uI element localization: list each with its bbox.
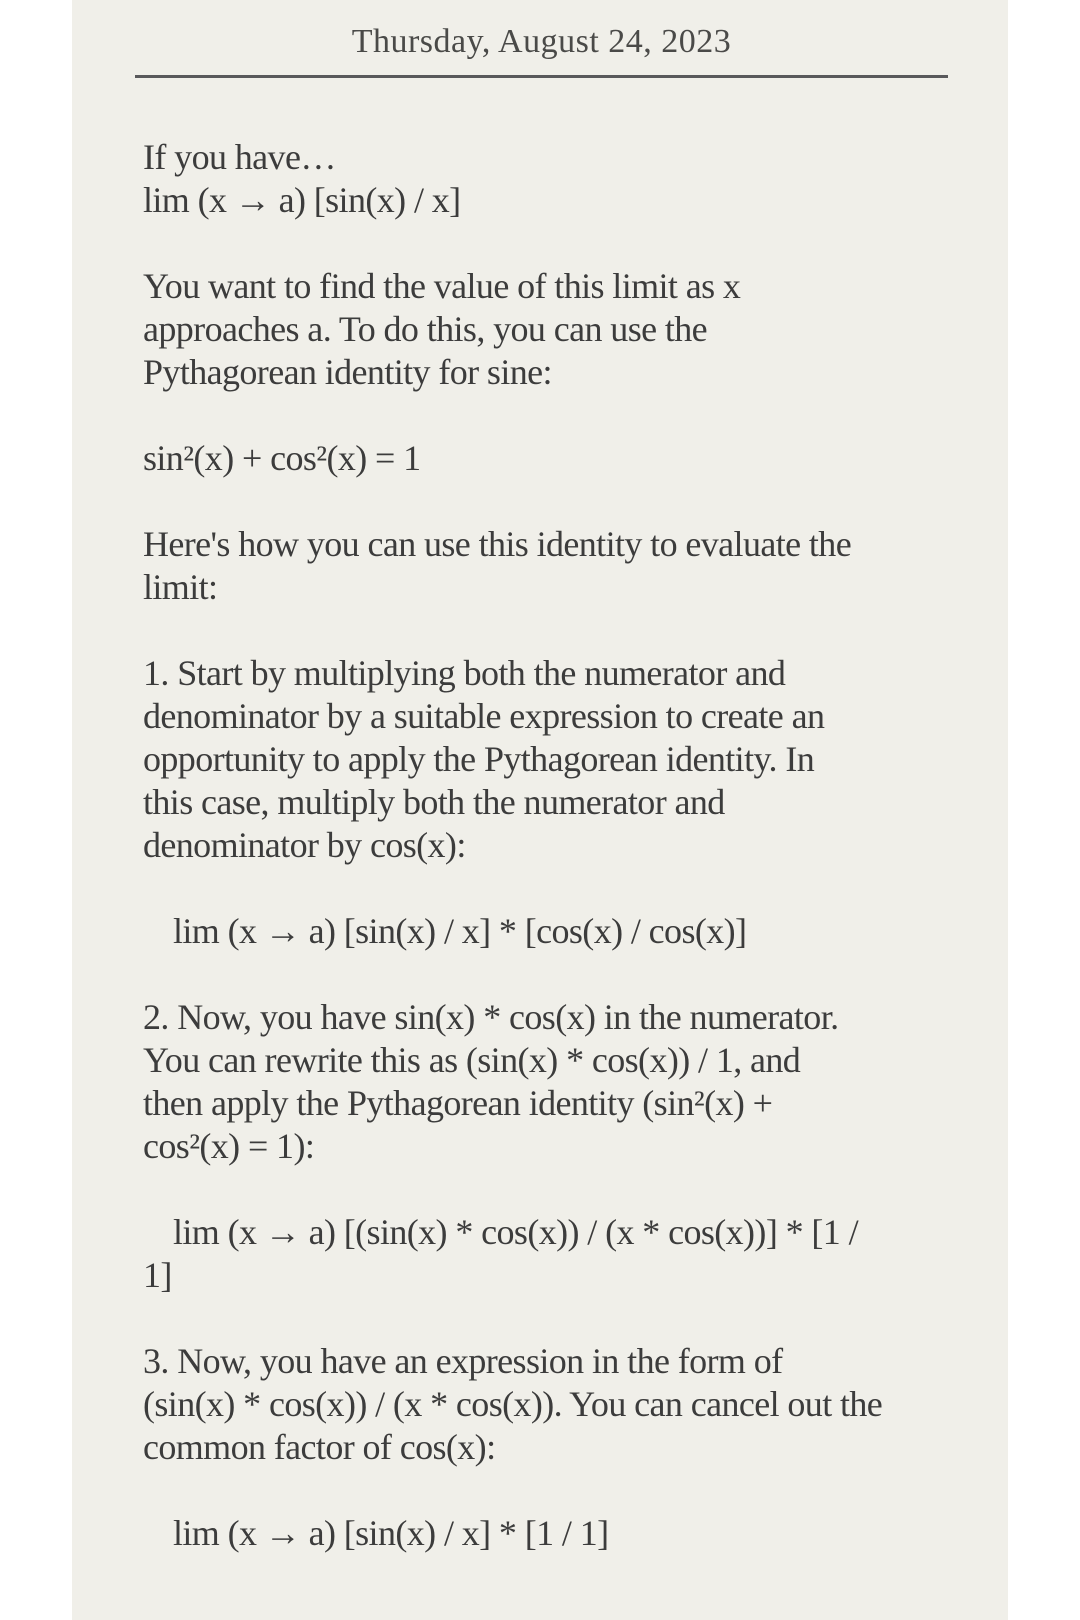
text-line: denominator by a suitable expression to create an — [143, 696, 825, 736]
text-line: opportunity to apply the Pythagorean identity. In — [143, 739, 815, 779]
text-line: this case, multiply both the numerator and — [143, 782, 725, 822]
text-line: lim (x → a) [(sin(x) * cos(x)) / (x * cos(x))] * [1 / — [173, 1212, 859, 1252]
text-line: limit: — [143, 567, 218, 607]
formula-block — [135, 910, 948, 953]
text-line: (sin(x) * cos(x)) / (x * cos(x)). You can cancel out the — [143, 1384, 883, 1424]
header-divider-line — [135, 75, 948, 78]
text-line: sin²(x) + cos²(x) = 1 — [143, 438, 421, 478]
text-line: 1] — [143, 1255, 172, 1295]
paragraph — [135, 652, 948, 867]
text-line: Pythagorean identity for sine: — [143, 352, 552, 392]
text-line: 2. Now, you have sin(x) * cos(x) in the numerator. — [143, 997, 839, 1037]
text-line: 1. Start by multiplying both the numerator and — [143, 653, 786, 693]
note-page — [72, 0, 1008, 1620]
date-header: Thursday, August 24, 2023 — [351, 23, 732, 60]
text-line: 3. Now, you have an expression in the form of — [143, 1341, 783, 1381]
text-line: You want to find the value of this limit as x — [143, 266, 741, 306]
text-line: Here's how you can use this identity to evaluate the — [143, 524, 852, 564]
formula-block — [135, 1512, 948, 1555]
formula-block — [135, 437, 948, 480]
text-line: cos²(x) = 1): — [143, 1126, 315, 1166]
text-line: If you have… — [143, 137, 336, 177]
text-line: You can rewrite this as (sin(x) * cos(x)) / 1, and — [143, 1040, 801, 1080]
text-line: denominator by cos(x): — [143, 825, 466, 865]
paragraph — [135, 265, 948, 394]
paragraph — [135, 1340, 948, 1469]
text-line: lim (x → a) [sin(x) / x] * [1 / 1] — [173, 1513, 609, 1553]
paragraph — [135, 523, 948, 609]
formula-block — [135, 1211, 948, 1297]
paragraph — [135, 996, 948, 1168]
note-body — [135, 136, 948, 1555]
text-line: lim (x → a) [sin(x) / x] * [cos(x) / cos(x)] — [173, 911, 747, 951]
text-line: approaches a. To do this, you can use the — [143, 309, 708, 349]
paragraph — [135, 136, 948, 222]
text-line: then apply the Pythagorean identity (sin²(x) + — [143, 1083, 773, 1123]
text-line: common factor of cos(x): — [143, 1427, 496, 1467]
text-line: lim (x → a) [sin(x) / x] — [143, 180, 461, 220]
